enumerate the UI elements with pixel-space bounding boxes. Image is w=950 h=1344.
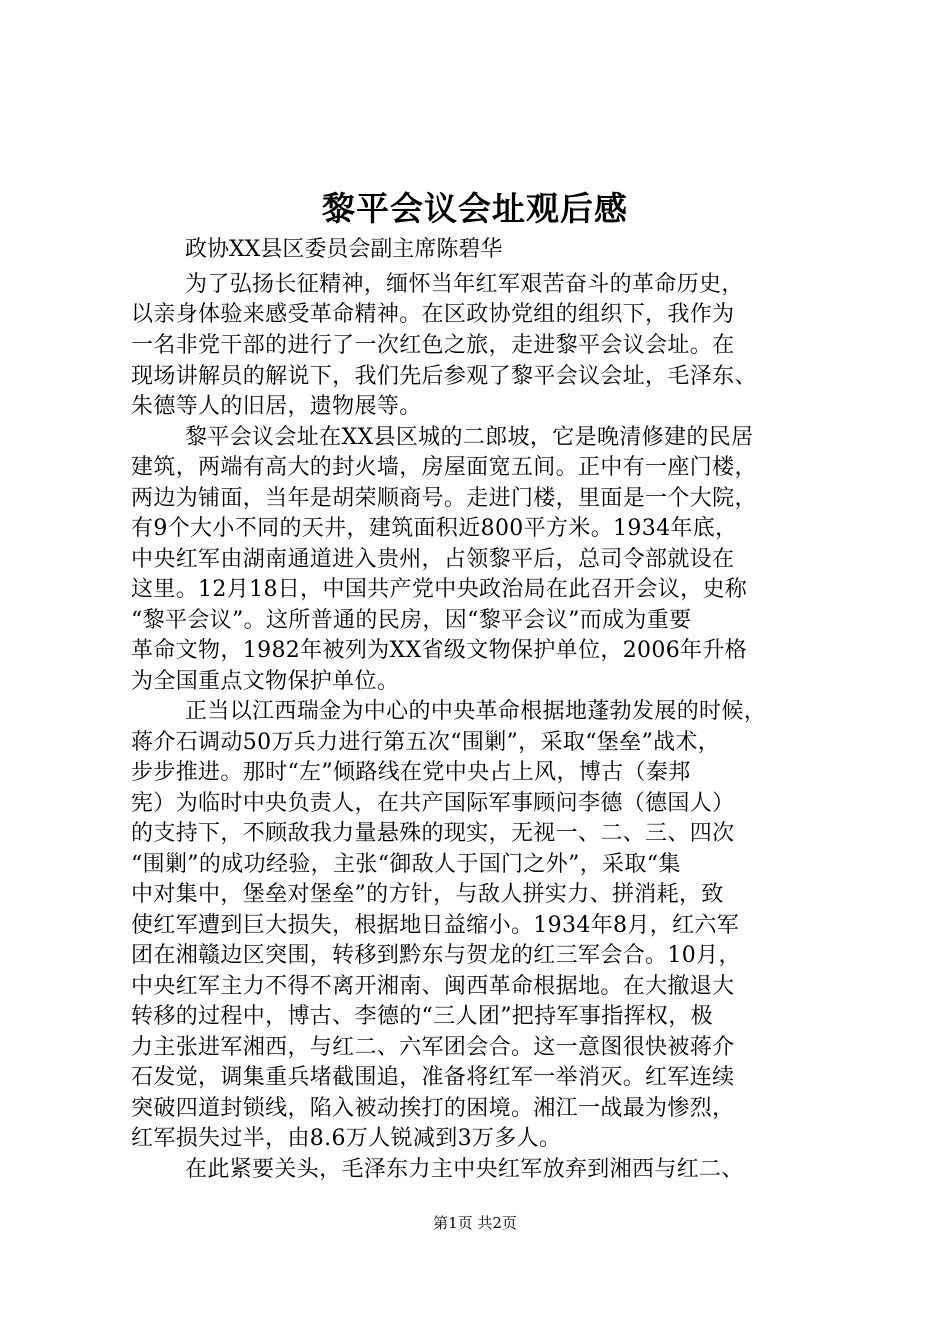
- paragraph-line: 团在湘赣边区突围，转移到黔东与贺龙的红三军会合。10月，: [131, 943, 741, 968]
- paragraph-line: 红军损失过半，由8.6万人锐减到3万多人。: [131, 1126, 562, 1151]
- paragraph-line: 现场讲解员的解说下，我们先后参观了黎平会议会址，毛泽东、: [131, 364, 757, 389]
- paragraph-line: 中央红军由湖南通道进入贵州，占领黎平后，总司令部就设在: [131, 547, 735, 572]
- paragraph-line: 两边为铺面，当年是胡荣顺商号。走进门楼，里面是一个大院，: [131, 486, 757, 511]
- paragraph-line: 建筑，两端有高大的封火墙，房屋面宽五间。正中有一座门楼，: [131, 455, 757, 480]
- paragraph-line: 转移的过程中，博古、李德的“三人团”把持军事指挥权，极: [131, 1004, 713, 1029]
- paragraph-line: “黎平会议”。这所普通的民房，因“黎平会议”而成为重要: [131, 608, 692, 633]
- paragraph-line: 突破四道封锁线，陷入被动挨打的困境。湘江一战最为惨烈，: [131, 1096, 735, 1121]
- paragraph-line: 中对集中，堡垒对堡垒”的方针，与敌人拼实力、拼消耗，致: [131, 882, 724, 907]
- paragraph-line: 在此紧要关头，毛泽东力主中央红军放弃到湘西与红二、: [185, 1157, 744, 1182]
- paragraph-line: 一名非党干部的进行了一次红色之旅，走进黎平会议会址。在: [131, 333, 735, 358]
- paragraph-line: 步步推进。那时“左”倾路线在党中央占上风，博古（秦邦: [131, 760, 691, 785]
- paragraph-line: 正当以江西瑞金为中心的中央革命根据地蓬勃发展的时候，: [185, 699, 767, 724]
- page-number: 第1页 共2页: [433, 1214, 517, 1232]
- paragraph-line: 为全国重点文物保护单位。: [131, 669, 400, 694]
- paragraph-line: 革命文物，1982年被列为XX省级文物保护单位，2006年升格: [131, 638, 748, 663]
- paragraph-line: 以亲身体验来感受革命精神。在区政协党组的组织下，我作为: [131, 302, 735, 327]
- author-line: 政协XX县区委员会副主席陈碧华: [185, 237, 503, 262]
- paragraph-line: 有9个大小不同的天井，建筑面积近800平方米。1934年底，: [131, 516, 738, 541]
- paragraph-line: “围剿”的成功经验，主张“御敌人于国门之外”，采取“集: [131, 852, 681, 877]
- paragraph-line: 石发觉，调集重兵堵截围追，准备将红军一举消灭。红军连续: [131, 1065, 735, 1090]
- paragraph-line: 中央红军主力不得不离开湘南、闽西革命根据地。在大撤退大: [131, 974, 735, 999]
- paragraph-line: 黎平会议会址在XX县区城的二郎坡，它是晚清修建的民居: [185, 425, 754, 450]
- paragraph-line: 的支持下，不顾敌我力量悬殊的现实，无视一、二、三、四次: [131, 821, 735, 846]
- paragraph-line: 蒋介石调动50万兵力进行第五次“围剿”，采取“堡垒”战术，: [131, 730, 721, 755]
- paragraph-line: 这里。12月18日，中国共产党中央政治局在此召开会议，史称: [131, 577, 748, 602]
- paragraph-line: 使红军遭到巨大损失，根据地日益缩小。1934年8月，红六军: [131, 913, 740, 938]
- paragraph-line: 宪）为临时中央负责人，在共产国际军事顾问李德（德国人）: [131, 791, 735, 816]
- document-title: 黎平会议会址观后感: [322, 189, 628, 228]
- paragraph-line: 朱德等人的旧居，遗物展等。: [131, 394, 422, 419]
- paragraph-line: 为了弘扬长征精神，缅怀当年红军艰苦奋斗的革命历史，: [185, 272, 744, 297]
- paragraph-line: 力主张进军湘西，与红二、六军团会合。这一意图很快被蒋介: [131, 1035, 735, 1060]
